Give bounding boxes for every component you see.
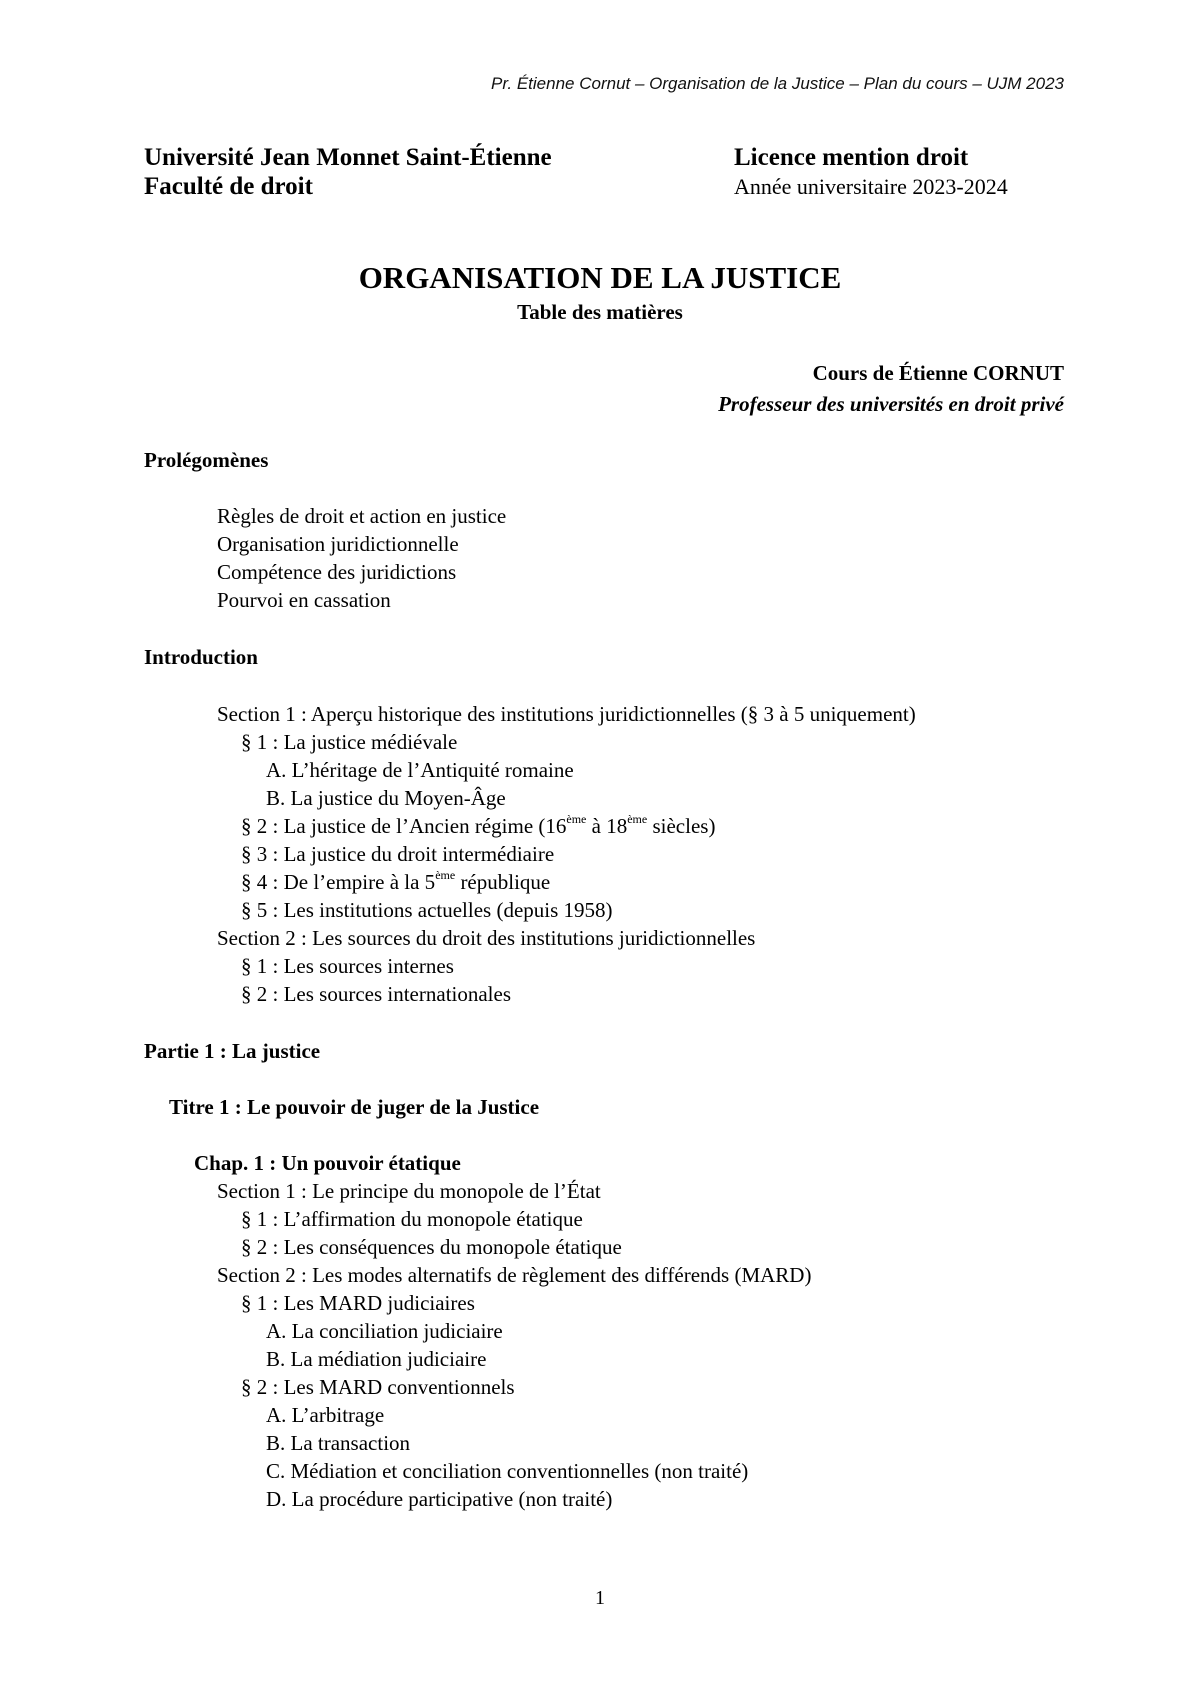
- toc-item: A. L’arbitrage: [266, 1403, 385, 1427]
- toc-item: B. La justice du Moyen-Âge: [266, 786, 506, 810]
- chapter-heading: Chap. 1 : Un pouvoir étatique: [194, 1151, 461, 1175]
- toc-item: Section 1 : Le principe du monopole de l’État: [217, 1179, 601, 1203]
- toc-item: Compétence des juridictions: [217, 560, 457, 584]
- author-name: Cours de Étienne CORNUT: [812, 361, 1064, 385]
- toc-item: § 2 : Les sources internationales: [241, 982, 512, 1006]
- document-subtitle: Table des matières: [517, 300, 683, 324]
- toc-item: § 1 : L’affirmation du monopole étatique: [241, 1207, 583, 1231]
- toc-item-text: à 18: [586, 814, 628, 838]
- toc-item: § 1 : Les MARD judiciaires: [241, 1291, 475, 1315]
- toc-item-text: § 2 : La justice de l’Ancien régime (16: [241, 814, 567, 838]
- university-name: Université Jean Monnet Saint-Étienne: [144, 144, 552, 171]
- page-number: 1: [595, 1587, 605, 1609]
- running-header: Pr. Étienne Cornut – Organisation de la Justice – Plan du cours – UJM 2023: [491, 74, 1064, 93]
- toc-item: Section 2 : Les sources du droit des institutions juridictionnelles: [217, 926, 756, 950]
- toc-item: Règles de droit et action en justice: [217, 504, 507, 528]
- toc-item: § 2 : Les conséquences du monopole étatique: [241, 1235, 622, 1259]
- toc-item: [241, 870, 550, 894]
- author-title: Professeur des universités en droit privé: [718, 392, 1064, 416]
- toc-item: A. La conciliation judiciaire: [266, 1319, 503, 1343]
- toc-item: Pourvoi en cassation: [217, 588, 391, 612]
- toc-item: B. La transaction: [266, 1431, 411, 1455]
- toc-item-text: § 4 : De l’empire à la 5: [241, 870, 436, 894]
- toc-item: A. L’héritage de l’Antiquité romaine: [266, 758, 574, 782]
- superscript: ème: [566, 812, 587, 826]
- toc-item: Section 2 : Les modes alternatifs de règlement des différends (MARD): [217, 1263, 812, 1287]
- toc-item: C. Médiation et conciliation conventionnelles (non traité): [266, 1459, 749, 1483]
- toc-item-text: siècles): [647, 814, 716, 838]
- section-heading-prolegomenes: Prolégomènes: [144, 448, 269, 472]
- toc-item-text: république: [455, 870, 551, 894]
- toc-item: § 1 : Les sources internes: [241, 954, 454, 978]
- superscript: ème: [435, 868, 456, 882]
- toc-item: § 1 : La justice médiévale: [241, 730, 458, 754]
- degree-name: Licence mention droit: [734, 144, 969, 171]
- toc-item: § 2 : Les MARD conventionnels: [241, 1375, 515, 1399]
- document-title: ORGANISATION DE LA JUSTICE: [358, 260, 842, 295]
- faculty-name: Faculté de droit: [144, 173, 313, 200]
- part-heading: Partie 1 : La justice: [144, 1039, 321, 1063]
- section-heading-introduction: Introduction: [144, 645, 258, 669]
- toc-item: [241, 814, 715, 838]
- toc-item: Organisation juridictionnelle: [217, 532, 459, 556]
- academic-year: Année universitaire 2023-2024: [734, 174, 1008, 199]
- superscript: ème: [627, 812, 648, 826]
- toc-item: D. La procédure participative (non traité): [266, 1487, 613, 1511]
- toc-item: Section 1 : Aperçu historique des institutions juridictionnelles (§ 3 à 5 uniquement): [217, 702, 916, 726]
- toc-item: § 5 : Les institutions actuelles (depuis 1958): [241, 898, 613, 922]
- toc-item: B. La médiation judiciaire: [266, 1347, 487, 1371]
- title-heading: Titre 1 : Le pouvoir de juger de la Justice: [169, 1095, 540, 1119]
- toc-item: § 3 : La justice du droit intermédiaire: [241, 842, 555, 866]
